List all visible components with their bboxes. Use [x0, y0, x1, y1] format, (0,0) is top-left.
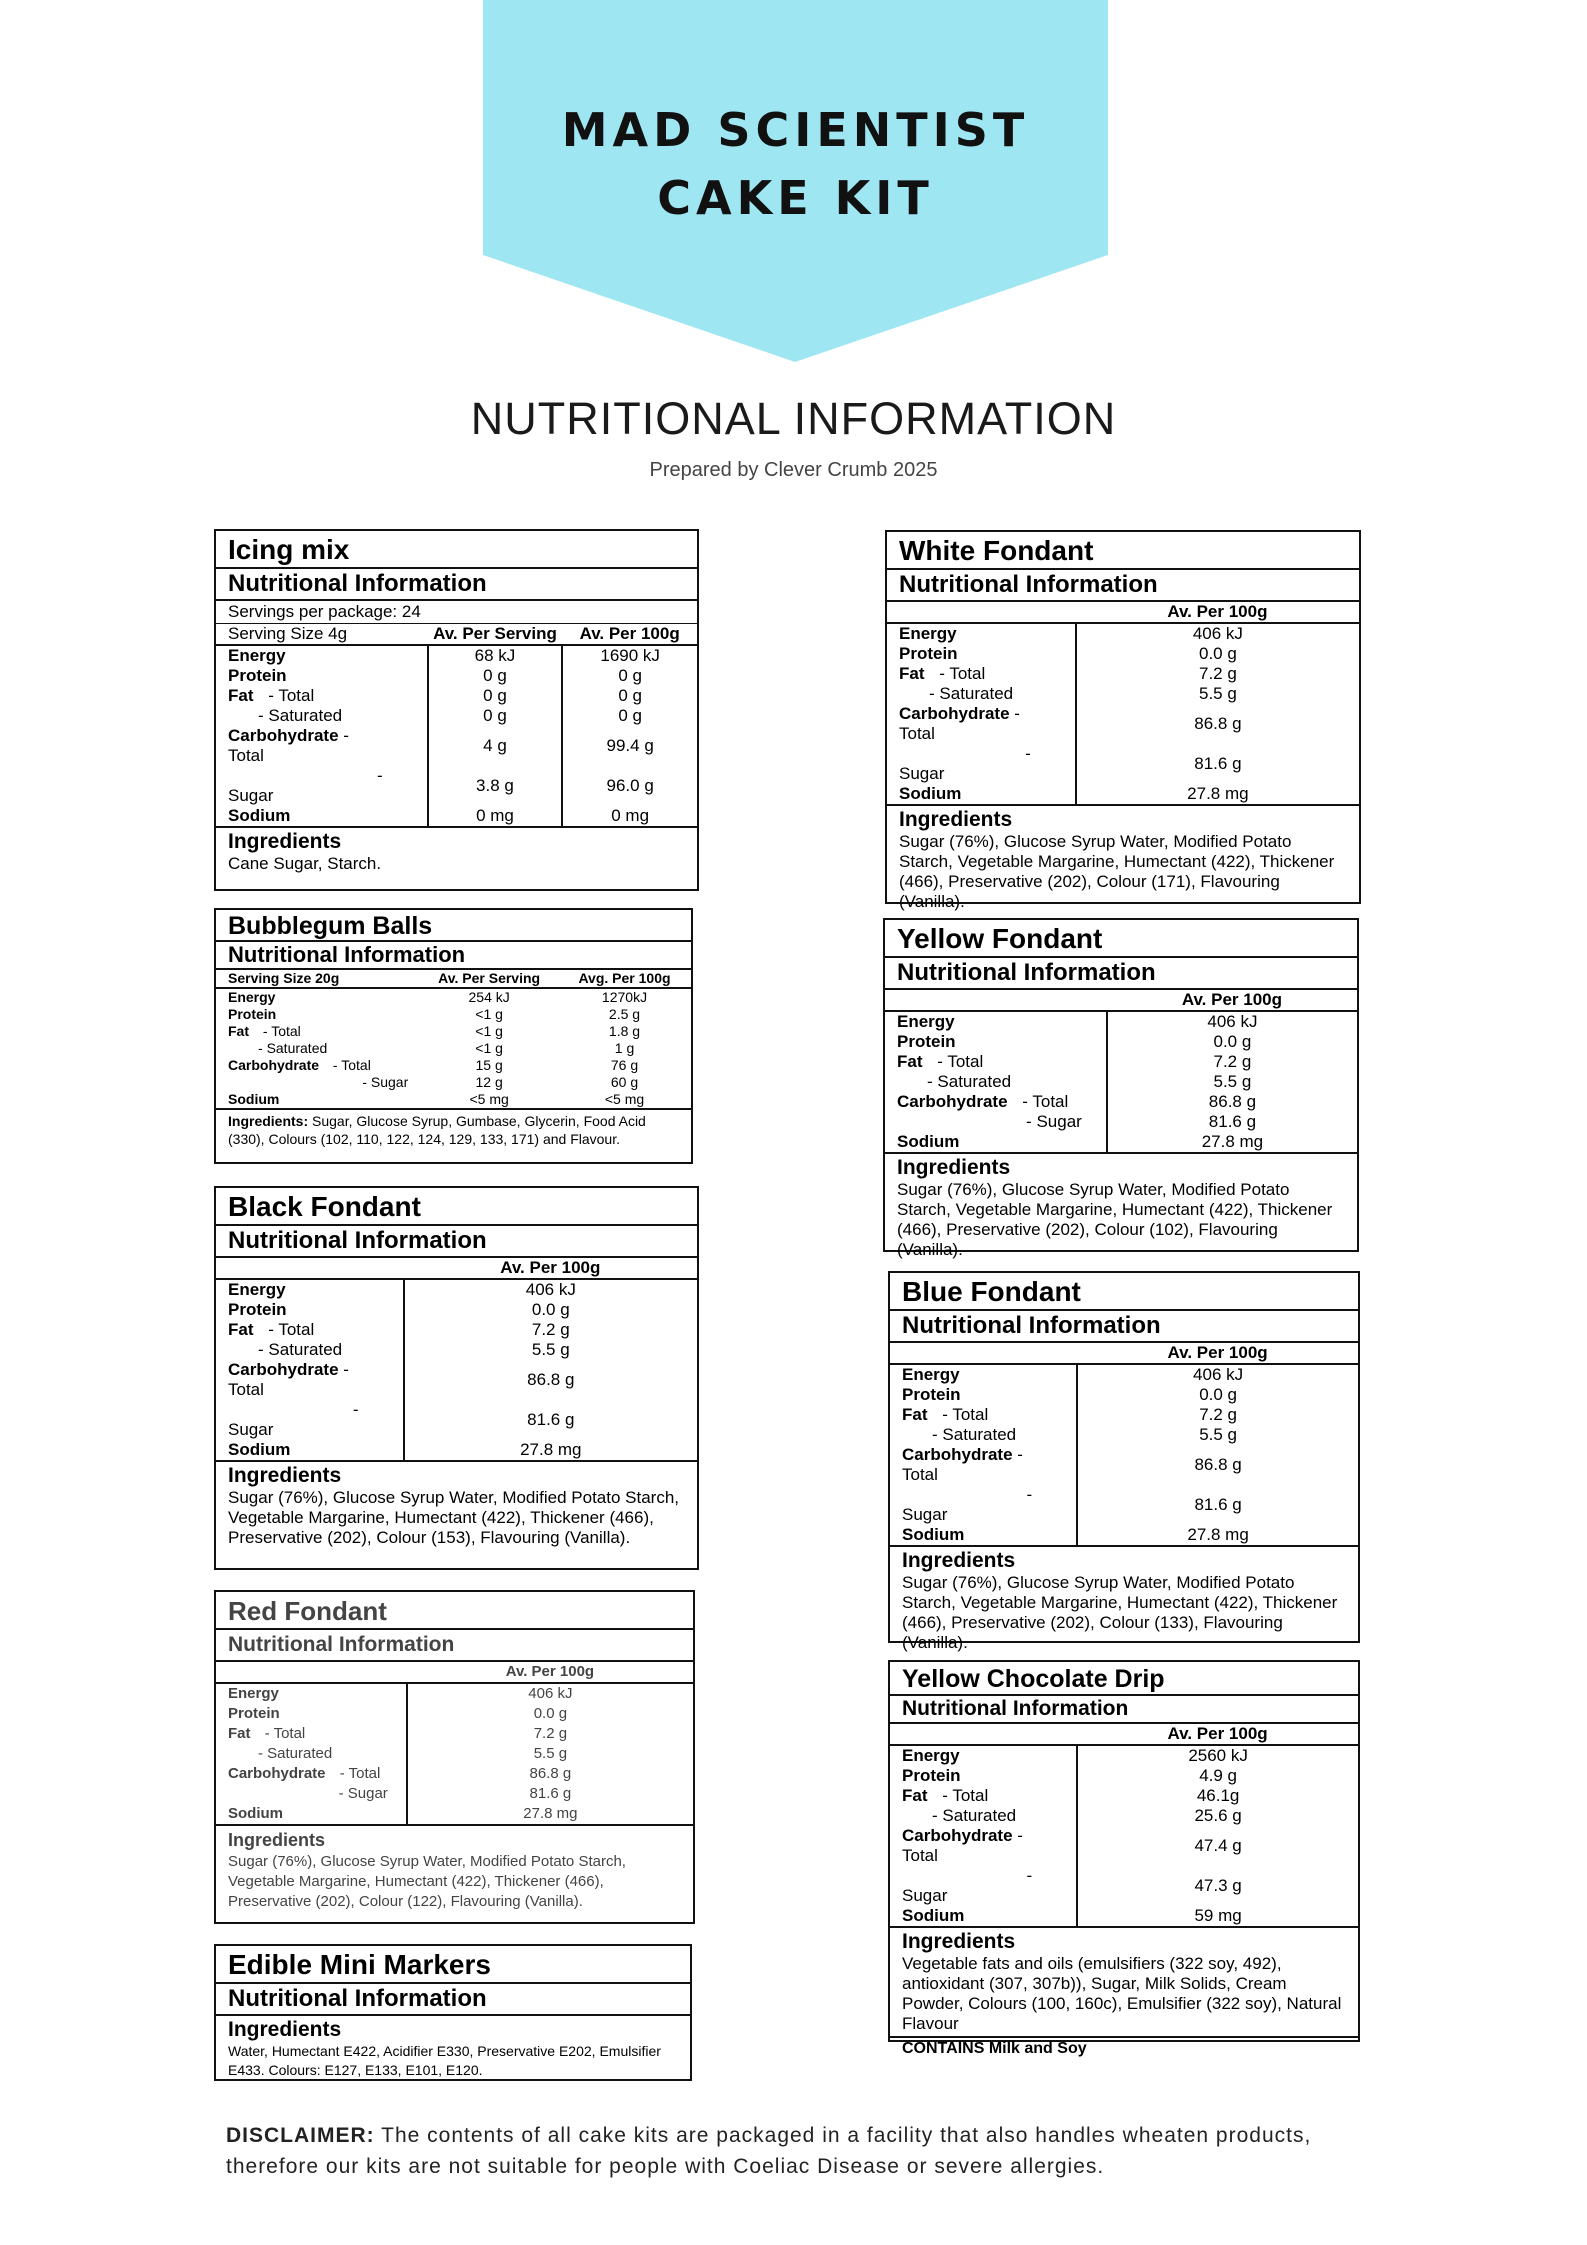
ingredients-text: Sugar (76%), Glucose Syrup Water, Modified Potato Starch, Vegetable Margarine, Humectant (422), Thickener (466), Preservative (202), Colour (102), Flavouring (Vanilla). — [897, 1180, 1333, 1259]
panel-black-fondant — [214, 1186, 699, 1570]
row-carbohydrate: Carbohydrate - Total 86.8 g — [890, 1445, 1358, 1485]
row-energy: Energy 406 kJ — [216, 1683, 693, 1704]
panel-title: Edible Mini Markers — [216, 1946, 690, 1984]
col-per-100g: Av. Per 100g — [404, 1258, 697, 1279]
row-saturated: - Saturated 25.6 g — [890, 1806, 1358, 1826]
panel-title: White Fondant — [887, 532, 1359, 570]
kit-title-line1: MAD SCIENTIST — [561, 103, 1030, 157]
ingredients-heading: Ingredients — [228, 1464, 342, 1487]
panel-edible-mini-markers — [214, 1944, 692, 2081]
row-saturated: - Saturated 0 g 0 g — [216, 706, 697, 726]
row-fat-total: Fat - Total <1 g 1.8 g — [228, 1023, 641, 1039]
row-sodium: Sodium 59 mg — [890, 1906, 1358, 1927]
row-protein: Protein 0.0 g — [887, 644, 1359, 664]
ingredients-heading: Ingredients — [228, 2018, 342, 2041]
row-sugar: - Sugar 81.6 g — [216, 1400, 697, 1440]
nutrition-table — [216, 624, 697, 828]
col-per-100g: Av. Per 100g — [562, 624, 697, 645]
col-per-100g: Av. Per 100g — [1107, 990, 1357, 1011]
disclaimer-text: The contents of all cake kits are packaged in a facility that also handles wheaten products, therefore our kits are not suitable for people with Coeliac Disease or severe allergies. — [226, 2124, 1312, 2178]
header-banner — [483, 0, 1108, 362]
row-carbohydrate: Carbohydrate - Total 86.8 g — [216, 1360, 697, 1400]
col-per-100g: Av. Per 100g — [1076, 602, 1359, 623]
row-sugar: - Sugar 81.6 g — [885, 1112, 1357, 1132]
row-sodium: Sodium <5 mg <5 mg — [216, 1091, 691, 1109]
panel-yellow-chocolate-drip — [888, 1660, 1360, 2057]
panel-subtitle: Nutritional Information — [216, 1226, 697, 1258]
panel-subtitle: Nutritional Information — [890, 1311, 1358, 1343]
panel-title: Icing mix — [216, 531, 697, 569]
panel-blue-fondant — [888, 1271, 1360, 1652]
panel-title: Black Fondant — [216, 1188, 697, 1226]
row-fat-total: Fat - Total 7.2 g — [887, 664, 1359, 684]
ingredients-text: Vegetable fats and oils (emulsifiers (322 soy, 492), antioxidant (307, 307b)), Sugar, Milk Solids, Cream Powder, Colours (100, 160c), Emulsifier (322 soy), Natural Flavour — [902, 1954, 1342, 2033]
disclaimer-label: DISCLAIMER: — [226, 2124, 375, 2147]
ingredients-text: Water, Humectant E422, Acidifier E330, Preservative E202, Emulsifier E433. Colours: E127, E133, E101, E120. — [228, 2043, 661, 2078]
panel-subtitle: Nutritional Information — [216, 1984, 690, 2016]
ingredients-text: Ingredients: Sugar, Glucose Syrup, Gumbase, Glycerin, Food Acid (330), Colours (102, 110, 122, 124, 129, 133, 171) and Flavour. — [228, 1113, 646, 1147]
row-fat-total: Fat - Total 46.1g — [890, 1786, 1358, 1806]
serving-size: Serving Size 4g — [216, 624, 428, 645]
row-carbohydrate: Carbohydrate - Total 47.4 g — [890, 1826, 1358, 1866]
ingredients-heading: Ingredients — [899, 808, 1013, 831]
row-fat-total: Fat - Total 7.2 g — [216, 1724, 693, 1744]
row-fat-total: Fat - Total 7.2 g — [890, 1405, 1358, 1425]
row-sodium: Sodium 27.8 mg — [887, 784, 1359, 805]
row-saturated: - Saturated 5.5 g — [885, 1072, 1357, 1092]
nutrition-table — [885, 990, 1357, 1154]
allergen-notice: CONTAINS Milk and Soy — [890, 2036, 1358, 2060]
row-energy: Energy 254 kJ 1270kJ — [228, 989, 648, 1005]
row-sodium: Sodium 27.8 mg — [216, 1440, 697, 1461]
row-energy: Energy 68 kJ 1690 kJ — [216, 645, 697, 666]
panel-bubblegum-balls — [214, 908, 693, 1164]
row-sugar: - Sugar 81.6 g — [887, 744, 1359, 784]
panel-subtitle: Nutritional Information — [216, 569, 697, 601]
nutrition-table — [890, 1724, 1358, 1928]
col-per-100g: Av. Per 100g — [1077, 1343, 1358, 1364]
col-per-100g: Avg. Per 100g — [558, 970, 691, 988]
row-fat-total: Fat - Total 0 g 0 g — [216, 686, 697, 706]
row-carbohydrate: Carbohydrate - Total 15 g 76 g — [228, 1057, 639, 1073]
panel-white-fondant — [885, 530, 1361, 911]
row-saturated: - Saturated <1 g 1 g — [258, 1040, 635, 1056]
panel-yellow-fondant — [883, 918, 1359, 1259]
ingredients-heading: Ingredients — [902, 1549, 1016, 1572]
nutrition-table — [216, 970, 691, 1110]
panel-title: Yellow Chocolate Drip — [890, 1662, 1358, 1696]
panel-red-fondant — [214, 1590, 695, 1924]
row-sodium: Sodium 27.8 mg — [890, 1525, 1358, 1546]
panel-subtitle: Nutritional Information — [216, 1630, 693, 1662]
row-carbohydrate: Carbohydrate - Total 86.8 g — [885, 1092, 1357, 1112]
ingredients-text: Cane Sugar, Starch. — [228, 854, 382, 873]
row-saturated: - Saturated 5.5 g — [890, 1425, 1358, 1445]
row-carbohydrate: Carbohydrate - Total 4 g 99.4 g — [216, 726, 697, 766]
panel-subtitle: Nutritional Information — [890, 1696, 1358, 1724]
panel-subtitle: Nutritional Information — [216, 942, 691, 970]
page-title: NUTRITIONAL INFORMATION — [470, 393, 1117, 444]
row-sugar: - Sugar 81.6 g — [216, 1784, 693, 1804]
row-sugar: - Sugar 81.6 g — [890, 1485, 1358, 1525]
col-per-serving: Av. Per Serving — [420, 970, 558, 988]
serving-size: Serving Size 20g — [216, 970, 420, 988]
col-per-100g: Av. Per 100g — [1077, 1724, 1358, 1745]
row-fat-total: Fat - Total 7.2 g — [216, 1320, 697, 1340]
servings-per-package: Servings per package: 24 — [216, 601, 697, 624]
nutrition-table — [887, 602, 1359, 806]
panel-subtitle: Nutritional Information — [885, 958, 1357, 990]
nutrition-table — [890, 1343, 1358, 1547]
row-fat-total: Fat - Total 7.2 g — [885, 1052, 1357, 1072]
row-sugar: - Sugar 3.8 g 96.0 g — [216, 766, 697, 806]
disclaimer — [226, 2120, 1376, 2182]
row-protein: Protein 0.0 g — [216, 1704, 693, 1724]
ingredients-heading: Ingredients — [902, 1930, 1016, 1953]
col-per-100g: Av. Per 100g — [407, 1662, 693, 1683]
row-sugar: - Sugar 47.3 g — [890, 1866, 1358, 1906]
panel-title: Red Fondant — [216, 1592, 693, 1630]
ingredients-text: Sugar (76%), Glucose Syrup Water, Modified Potato Starch, Vegetable Margarine, Humectant (422), Thickener (466), Preservative (202), Colour (153), Flavouring (Vanilla). — [228, 1488, 680, 1547]
panel-title: Bubblegum Balls — [216, 910, 691, 942]
nutrition-table — [216, 1258, 697, 1462]
row-saturated: - Saturated 5.5 g — [216, 1340, 697, 1360]
panel-title: Yellow Fondant — [885, 920, 1357, 958]
row-protein: Protein <1 g 2.5 g — [228, 1006, 641, 1022]
row-protein: Protein 0.0 g — [885, 1032, 1357, 1052]
row-sodium: Sodium 27.8 mg — [885, 1132, 1357, 1153]
row-energy: Energy 406 kJ — [216, 1279, 697, 1300]
nutrition-table — [216, 1662, 693, 1826]
ingredients-heading: Ingredients — [897, 1156, 1011, 1179]
row-saturated: - Saturated 5.5 g — [887, 684, 1359, 704]
panel-title: Blue Fondant — [890, 1273, 1358, 1311]
col-per-serving: Av. Per Serving — [428, 624, 563, 645]
row-protein: Protein 0.0 g — [216, 1300, 697, 1320]
ingredients-text: Sugar (76%), Glucose Syrup Water, Modified Potato Starch, Vegetable Margarine, Humectant (422), Thickener (466), Preservative (202), Colour (122), Flavouring (Vanilla). — [228, 1853, 626, 1910]
ingredients-heading: Ingredients — [228, 830, 342, 853]
row-carbohydrate: Carbohydrate - Total 86.8 g — [887, 704, 1359, 744]
ingredients-text: Sugar (76%), Glucose Syrup Water, Modified Potato Starch, Vegetable Margarine, Humectant (422), Thickener (466), Preservative (202), Colour (133), Flavouring (Vanilla). — [902, 1573, 1338, 1652]
row-energy: Energy 406 kJ — [890, 1364, 1358, 1385]
panel-icing-mix — [214, 529, 699, 891]
row-saturated: - Saturated 5.5 g — [216, 1744, 693, 1764]
row-energy: Energy 2560 kJ — [890, 1745, 1358, 1766]
row-protein: Protein 0 g 0 g — [216, 666, 697, 686]
page-subtitle: Prepared by Clever Crumb 2025 — [649, 459, 938, 481]
ingredients-heading: Ingredients — [228, 1830, 326, 1850]
row-sodium: Sodium 27.8 mg — [216, 1804, 693, 1825]
kit-title-line2: CAKE KIT — [657, 171, 934, 225]
row-sugar: - Sugar 12 g 60 g — [362, 1074, 639, 1090]
panel-subtitle: Nutritional Information — [887, 570, 1359, 602]
kit-title — [483, 96, 1108, 232]
row-energy: Energy 406 kJ — [887, 623, 1359, 644]
row-protein: Protein 4.9 g — [890, 1766, 1358, 1786]
row-sodium: Sodium 0 mg 0 mg — [216, 806, 697, 827]
ingredients-text: Sugar (76%), Glucose Syrup Water, Modified Potato Starch, Vegetable Margarine, Humectant (422), Thickener (466), Preservative (202), Colour (171), Flavouring (Vanilla). — [899, 832, 1335, 911]
row-protein: Protein 0.0 g — [890, 1385, 1358, 1405]
row-carbohydrate: Carbohydrate - Total 86.8 g — [216, 1764, 693, 1784]
row-energy: Energy 406 kJ — [885, 1011, 1357, 1032]
